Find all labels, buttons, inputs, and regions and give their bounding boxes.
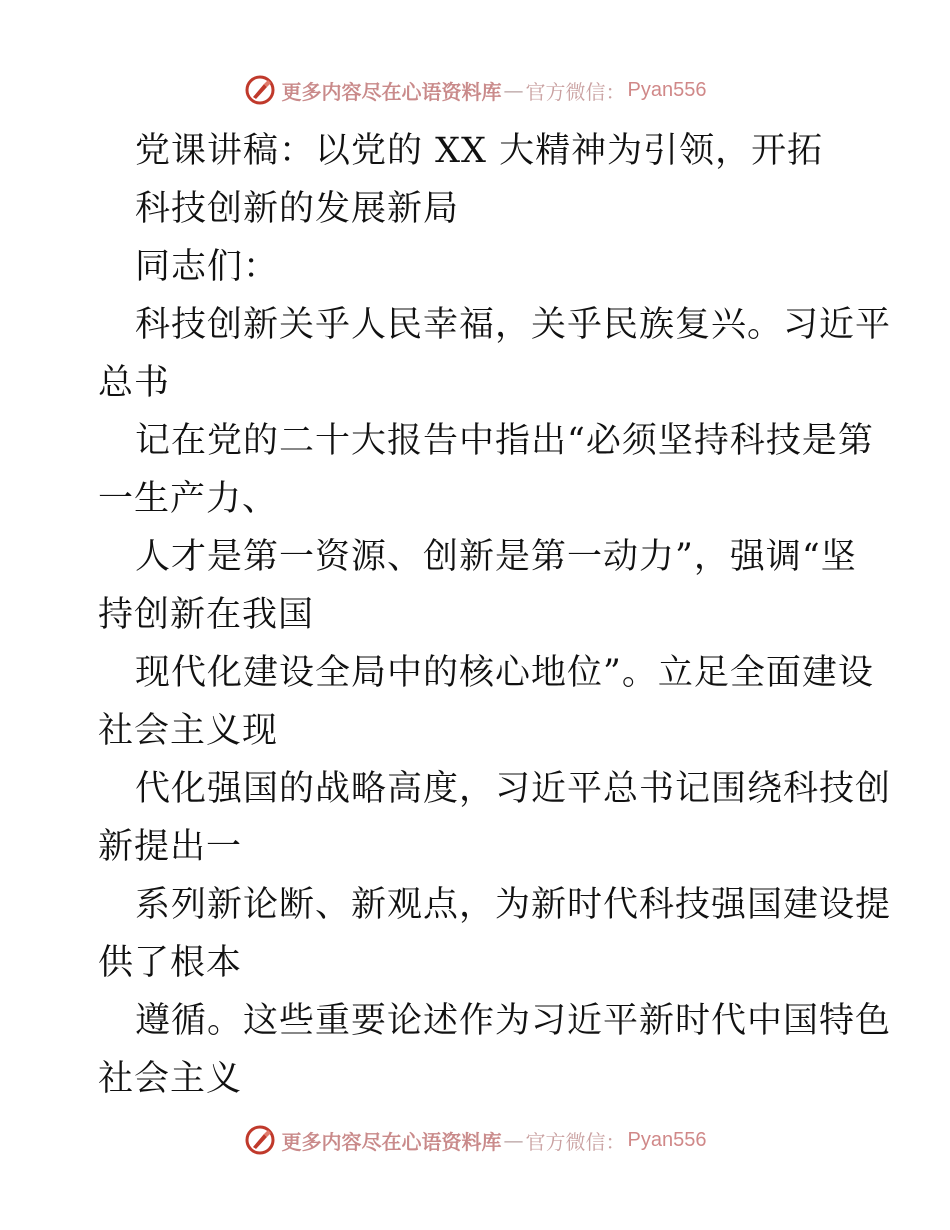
watermark-text: 更多内容尽在心语资料库	[281, 1129, 502, 1154]
text-line: 一生产力、	[98, 479, 279, 519]
document-body	[98, 122, 892, 1108]
text-line: 遵循。这些重要论述作为习近平新时代中国特色	[135, 1001, 892, 1041]
text-line: 社会主义现	[98, 711, 279, 751]
pen-logo-icon	[244, 1124, 276, 1156]
text-line: 科技创新的发展新局	[135, 189, 460, 229]
text-line: 同志们：	[135, 247, 280, 287]
text-line: 人才是第一资源、创新是第一动力”，强调“坚	[135, 537, 857, 577]
watermark-dash: —	[503, 1128, 524, 1152]
header-watermark	[0, 70, 950, 110]
text-line: 社会主义	[98, 1059, 243, 1099]
text-line: 代化强国的战略高度，习近平总书记围绕科技创	[135, 769, 892, 809]
watermark-text: 更多内容尽在心语资料库	[281, 79, 502, 104]
footer-watermark	[0, 1120, 950, 1160]
watermark-label: 官方微信：	[525, 1129, 626, 1154]
watermark-id: Pyan556	[627, 1128, 707, 1151]
watermark-dash: —	[503, 78, 524, 102]
watermark-label: 官方微信：	[525, 79, 626, 104]
text-line: 党课讲稿：以党的 XX 大精神为引领，开拓	[135, 131, 824, 171]
text-line: 现代化建设全局中的核心地位”。立足全面建设	[135, 653, 874, 693]
text-line: 新提出一	[98, 827, 243, 867]
text-line: 总书	[98, 363, 171, 403]
text-line: 系列新论断、新观点，为新时代科技强国建设提	[135, 885, 892, 925]
text-line: 记在党的二十大报告中指出“必须坚持科技是第	[135, 421, 874, 461]
text-line: 科技创新关乎人民幸福，关乎民族复兴。习近平	[135, 305, 892, 345]
pen-logo-icon	[244, 74, 276, 106]
text-line: 供了根本	[98, 943, 243, 983]
text-line: 持创新在我国	[98, 595, 315, 635]
watermark-id: Pyan556	[627, 78, 707, 101]
